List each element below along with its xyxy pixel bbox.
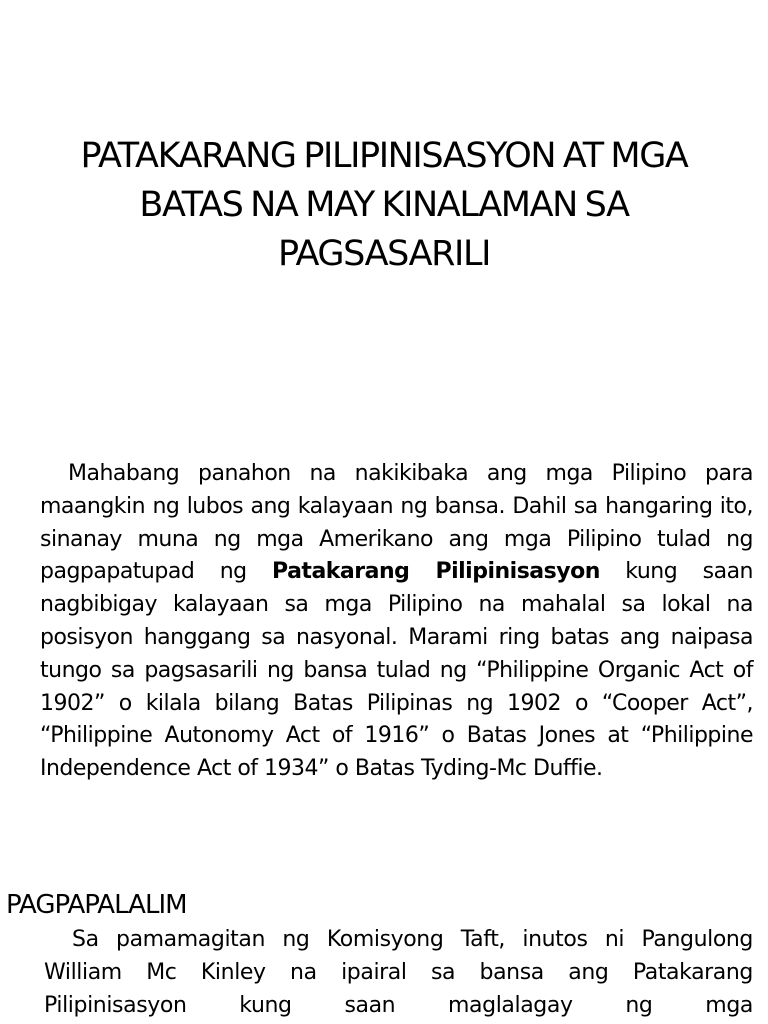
title-line-3: PAGSASARILI [278,234,490,274]
section-paragraph [44,924,753,1022]
intro-text-start: Mahabang panahon na nakikibaka ang mga Pilipino para maangkin ng lubos ang kalayaan ng bansa. Dahil sa hangaring ito, sinanay muna ng mga Amerikano ang mga Pilipino tulad ng pagpapatupad ng [40,461,753,585]
title-line-1: PATAKARANG PILIPINISASYON AT MGA [80,136,688,176]
intro-text-end: kung saan nagbibigay kalayaan sa mga Pilipino na mahalal sa lokal na posisyon hanggang sa nasyonal. Marami ring batas ang naipasa tungo sa pagsasarili ng bansa tulad ng “Philippine Organic Act of 1902” o kilala bilang Batas Pilipinas ng 1902 o “Cooper Act”, “Philippine Autonomy Act of 1916” o Batas Jones at “Philippine Independence Act of 1934” o Batas Tyding-Mc Duffie. [40,559,753,782]
title-line-2: BATAS NA MAY KINALAMAN SA [139,185,629,225]
section-heading: PAGPAPALALIM [6,890,187,920]
section-text: Sa pamamagitan ng Komisyong Taft, inutos ni Pangulong William Mc Kinley na ipairal sa bansa ang Patakarang Pilipinisasyon kung saan maglalagay ng mga [44,927,753,1018]
slide-title [10,132,758,279]
intro-paragraph [40,458,753,786]
intro-bold-term: Patakarang Pilipinisasyon [272,559,600,585]
